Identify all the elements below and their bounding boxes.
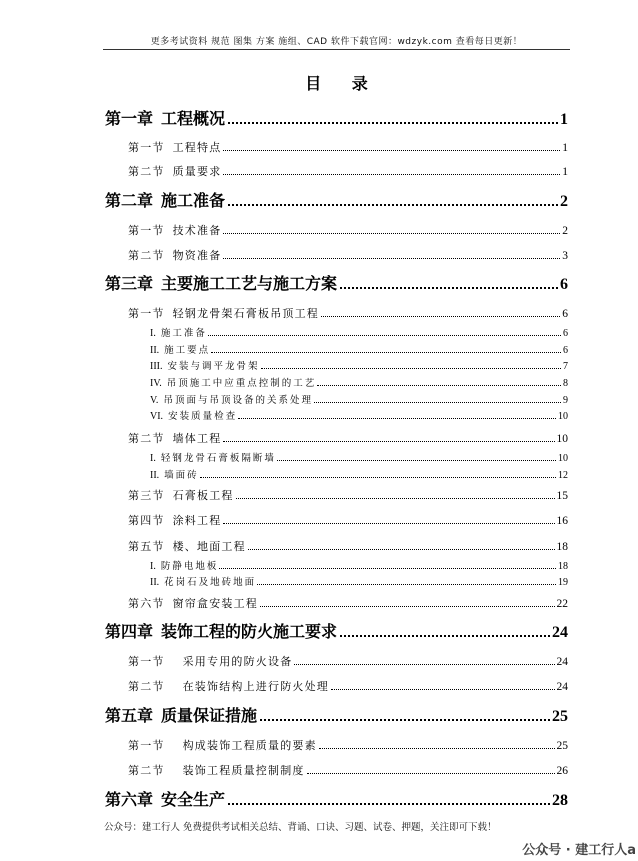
item-number: III.: [150, 361, 163, 372]
chapter-number: 第五章: [105, 706, 154, 725]
section-number: 第四节: [128, 514, 165, 527]
item-title: 墙面砖: [164, 470, 199, 481]
item-number: I.: [150, 453, 156, 464]
chapter-number: 第六章: [105, 790, 154, 809]
toc-title: 目 录: [305, 74, 368, 93]
toc-ch1-section-1: [128, 140, 568, 155]
chapter-number: 第四章: [105, 622, 154, 641]
item-number: II.: [150, 345, 160, 356]
item-title: 轻钢龙骨石膏板隔断墙: [160, 453, 276, 464]
dot-leader: [200, 477, 556, 478]
page-number: 12: [558, 470, 568, 481]
dot-leader: [228, 204, 558, 206]
toc-ch3-section-3: [128, 488, 568, 503]
toc-ch3-s2-item-2: [150, 469, 568, 482]
section-title: 物资准备: [172, 249, 222, 262]
section-number: 第二节: [128, 764, 165, 777]
toc-ch5-section-2: [128, 763, 568, 778]
section-number: 第一节: [128, 655, 165, 668]
dot-leader: [223, 233, 560, 234]
section-title: 质量要求: [172, 165, 222, 178]
page-number: 25: [552, 708, 568, 725]
item-title: 施工准备: [160, 328, 207, 339]
toc-ch3-s1-item-3: [150, 360, 568, 373]
dot-leader: [223, 523, 554, 524]
dot-leader: [340, 287, 558, 289]
chapter-title: 工程概况: [161, 109, 226, 128]
dot-leader: [248, 549, 555, 550]
page-number: 3: [562, 250, 568, 262]
page-number: 22: [556, 598, 568, 610]
toc-chapter-1: [105, 109, 568, 129]
chapter-title: 质量保证措施: [161, 706, 258, 725]
toc-ch3-section-1: [128, 306, 568, 321]
page-number: 6: [560, 276, 568, 293]
page-number: 2: [560, 193, 568, 210]
page-number: 6: [563, 345, 568, 356]
page-number: 10: [556, 433, 568, 445]
section-number: 第二节: [128, 165, 165, 178]
toc-ch3-s1-item-6: [150, 410, 568, 423]
toc-ch3-section-5: [128, 539, 568, 554]
item-number: VI.: [150, 411, 164, 422]
section-number: 第一节: [128, 307, 165, 320]
section-number: 第五节: [128, 540, 165, 553]
toc-ch3-s5-item-1: [150, 560, 568, 573]
dot-leader: [321, 316, 560, 317]
dot-leader: [277, 460, 556, 461]
toc-chapter-2: [105, 191, 568, 211]
page-number: 24: [556, 656, 568, 668]
toc-ch3-s5-item-2: [150, 576, 568, 589]
toc-ch2-section-1: [128, 223, 568, 238]
toc-ch3-s1-item-2: [150, 344, 568, 357]
chapter-title: 装饰工程的防火施工要求: [161, 622, 338, 641]
chapter-title: 施工准备: [161, 191, 226, 210]
dot-leader: [223, 441, 554, 442]
item-number: IV.: [150, 378, 162, 389]
item-title: 花岗石及地砖地面: [164, 577, 257, 588]
chapter-title: 主要施工工艺与施工方案: [161, 274, 338, 293]
page-number: 18: [558, 561, 568, 572]
dot-leader: [228, 803, 550, 805]
dot-leader: [219, 568, 556, 569]
header-banner: 更多考试资料 规范 图集 方案 施组、CAD 软件下载官网：wdzyk.com 查看每日更新！: [150, 37, 523, 47]
toc-chapter-4: [105, 622, 568, 642]
page-number: 28: [552, 792, 568, 809]
page-number: 7: [563, 361, 568, 372]
toc-ch5-section-1: [128, 738, 568, 753]
dot-leader: [238, 418, 556, 419]
dot-leader: [260, 606, 554, 607]
dot-leader: [223, 258, 560, 259]
section-number: 第二节: [128, 432, 165, 445]
page-number: 10: [558, 453, 568, 464]
footer-note: 公众号：建工行人 免费提供考试相关总结、背诵、口诀、习题、试卷、押题，关注即可下载！: [104, 822, 497, 833]
page-number: 1: [562, 142, 568, 154]
section-number: 第一节: [128, 141, 165, 154]
section-title: 楼、地面工程: [172, 540, 246, 553]
item-title: 吊顶施工中应重点控制的工艺: [166, 378, 317, 389]
section-title: 构成装饰工程质量的要素: [182, 739, 317, 752]
page-number: 2: [562, 225, 568, 237]
dot-leader: [314, 402, 561, 403]
toc-ch2-section-2: [128, 248, 568, 263]
header-rule: [103, 49, 570, 50]
item-number: I.: [150, 561, 156, 572]
item-title: 安装与调平龙骨架: [167, 361, 260, 372]
item-number: II.: [150, 577, 160, 588]
dot-leader: [261, 368, 561, 369]
toc-ch3-section-4: [128, 513, 568, 528]
chapter-title: 安全生产: [161, 790, 226, 809]
watermark: 公众号 · 建工行人a: [522, 843, 636, 858]
dot-leader: [223, 174, 560, 175]
dot-leader: [307, 773, 555, 774]
page-number: 24: [552, 624, 568, 641]
section-number: 第二节: [128, 249, 165, 262]
page-number: 1: [562, 166, 568, 178]
item-title: 施工要点: [164, 345, 211, 356]
toc-ch4-section-1: [128, 654, 568, 669]
item-title: 吊顶面与吊顶设备的关系处理: [163, 395, 313, 406]
section-title: 墙体工程: [172, 432, 222, 445]
dot-leader: [208, 335, 561, 336]
section-number: 第六节: [128, 597, 165, 610]
dot-leader: [340, 635, 550, 637]
item-number: II.: [150, 470, 160, 481]
item-title: 防静电地板: [160, 561, 219, 572]
section-title: 采用专用的防火设备: [182, 655, 293, 668]
section-title: 窗帘盒安装工程: [172, 597, 259, 610]
item-number: V.: [150, 395, 159, 406]
item-number: I.: [150, 328, 156, 339]
section-title: 轻钢龙骨架石膏板吊顶工程: [172, 307, 320, 320]
toc-ch3-s2-item-1: [150, 452, 568, 465]
dot-leader: [319, 748, 555, 749]
toc-chapter-5: [105, 706, 568, 726]
dot-leader: [211, 352, 561, 353]
dot-leader: [236, 498, 555, 499]
chapter-number: 第二章: [105, 191, 154, 210]
page-number: 18: [556, 541, 568, 553]
section-title: 装饰工程质量控制制度: [182, 764, 305, 777]
dot-leader: [257, 584, 556, 585]
toc-chapter-3: [105, 274, 568, 294]
toc-ch3-section-2: [128, 431, 568, 446]
page-number: 10: [558, 411, 568, 422]
page-number: 19: [558, 577, 568, 588]
dot-leader: [223, 150, 560, 151]
dot-leader: [331, 689, 554, 690]
section-number: 第三节: [128, 489, 165, 502]
dot-leader: [317, 385, 561, 386]
page-number: 6: [562, 308, 568, 320]
section-title: 工程特点: [172, 141, 222, 154]
section-title: 涂料工程: [172, 514, 222, 527]
toc-ch1-section-2: [128, 164, 568, 179]
section-title: 石膏板工程: [172, 489, 234, 502]
page-number: 16: [556, 515, 568, 527]
section-number: 第一节: [128, 224, 165, 237]
toc-ch3-s1-item-4: [150, 377, 568, 390]
dot-leader: [228, 122, 558, 124]
chapter-number: 第一章: [105, 109, 154, 128]
page-number: 26: [556, 765, 568, 777]
page-number: 15: [556, 490, 568, 502]
page-number: 8: [563, 378, 568, 389]
page-number: 6: [563, 328, 568, 339]
toc-ch3-s1-item-1: [150, 327, 568, 340]
section-title: 技术准备: [172, 224, 222, 237]
item-title: 安装质量检查: [168, 411, 238, 422]
dot-leader: [260, 719, 550, 721]
toc-ch3-section-6: [128, 596, 568, 611]
toc-ch4-section-2: [128, 679, 568, 694]
page-number: 24: [556, 681, 568, 693]
dot-leader: [294, 664, 554, 665]
page-number: 9: [563, 395, 568, 406]
toc-chapter-6: [105, 790, 568, 810]
page-number: 1: [560, 111, 568, 128]
section-title: 在装饰结构上进行防火处理: [182, 680, 330, 693]
section-number: 第一节: [128, 739, 165, 752]
toc-ch3-s1-item-5: [150, 394, 568, 407]
section-number: 第二节: [128, 680, 165, 693]
page-number: 25: [556, 740, 568, 752]
chapter-number: 第三章: [105, 274, 154, 293]
